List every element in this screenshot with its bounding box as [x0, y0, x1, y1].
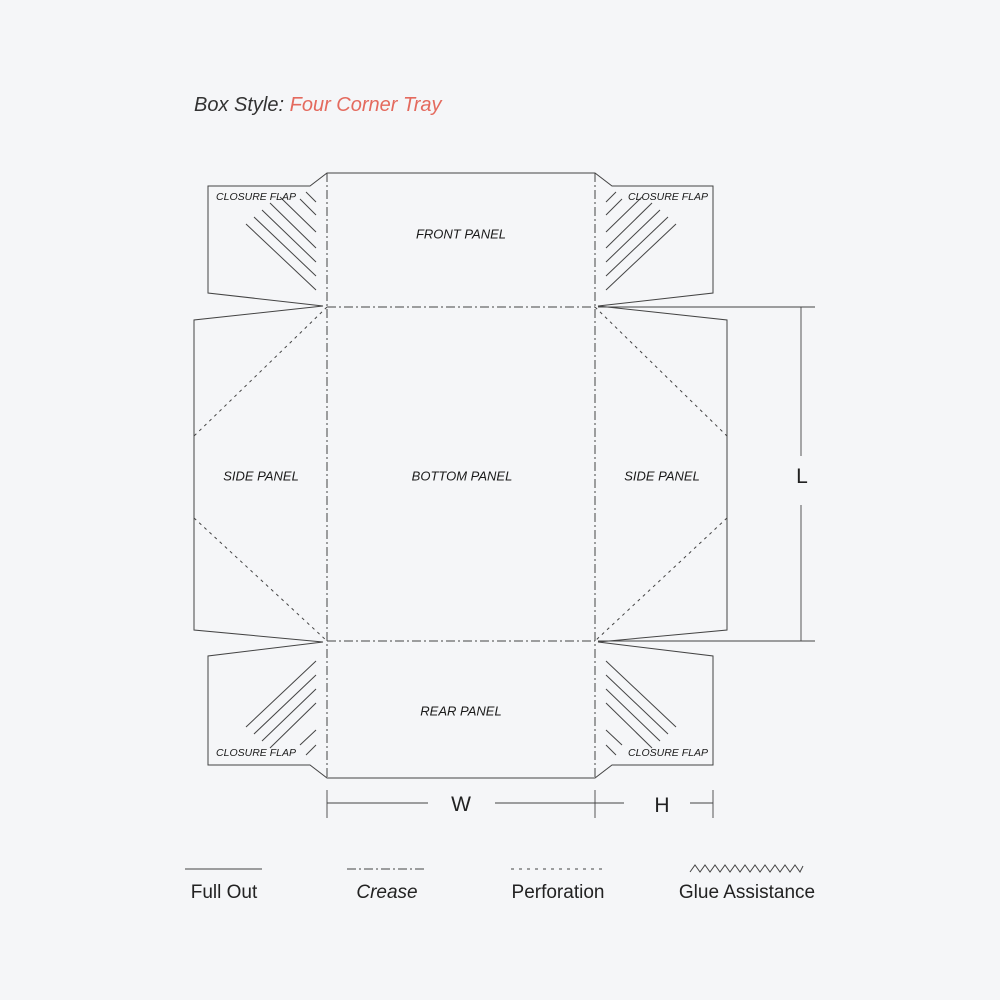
rear-panel-label: REAR PANEL — [420, 703, 502, 719]
title-box-style: Four Corner Tray — [289, 94, 442, 116]
front-panel-label: FRONT PANEL — [415, 226, 507, 242]
legend-glue-assistance-label: Glue Assistance — [678, 882, 816, 903]
closure-flap-bottom-right-label: CLOSURE FLAP — [628, 747, 708, 759]
closure-flap-bottom-left-label: CLOSURE FLAP — [216, 747, 296, 759]
glue-hatch-top-left — [246, 192, 316, 290]
legend-full-out-label: Full Out — [190, 882, 258, 903]
legend-crease — [312, 866, 462, 904]
legend-crease-label: Crease — [356, 882, 418, 903]
side-panel-right-label: SIDE PANEL — [624, 468, 700, 484]
glue-hatch-bottom-right — [606, 661, 676, 755]
legend-perforation-label: Perforation — [511, 882, 605, 903]
closure-flap-top-right-label: CLOSURE FLAP — [628, 191, 708, 203]
glue-hatch-bottom-left — [246, 661, 316, 755]
page-title — [194, 94, 442, 117]
closure-flap-top-left-label: CLOSURE FLAP — [216, 191, 296, 203]
dimension-height-label: H — [654, 794, 670, 817]
legend-perforation — [483, 866, 633, 904]
title-prefix: Box Style: — [194, 94, 285, 116]
bottom-panel-label: BOTTOM PANEL — [411, 468, 513, 484]
dimension-width-label: W — [451, 793, 471, 816]
legend-glue-assistance — [672, 866, 822, 904]
side-panel-left-label: SIDE PANEL — [223, 468, 299, 484]
glue-hatch-top-right — [606, 192, 676, 290]
legend-full-out — [149, 866, 299, 904]
dimension-length-label: L — [796, 465, 808, 488]
